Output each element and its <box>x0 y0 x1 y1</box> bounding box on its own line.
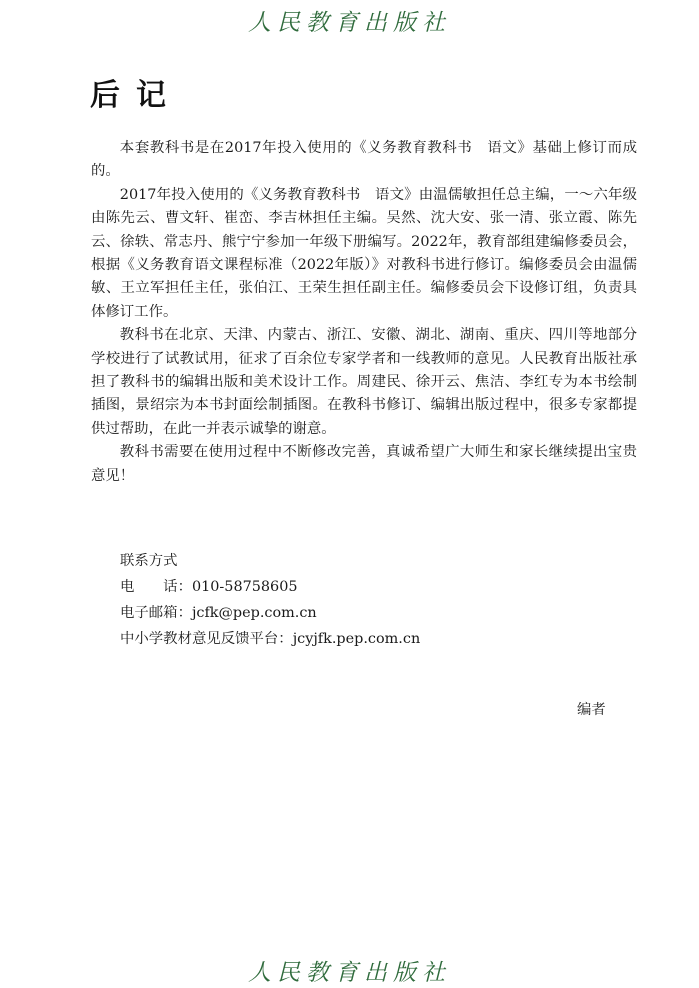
contact-heading: 联系方式 <box>120 553 178 569</box>
paragraph-1: 本套教科书是在2017年投入使用的《义务教育教科书 语文》基础上修订而成的。 <box>91 140 637 180</box>
publisher-logo-bottom: 人民教育出版社 <box>248 960 451 986</box>
contact-email: 电子邮箱：jcfk@pep.com.cn <box>120 605 317 621</box>
contact-phone: 电 话：010-58758605 <box>120 579 298 595</box>
contact-platform: 中小学教材意见反馈平台：jcyjfk.pep.com.cn <box>120 631 421 647</box>
paragraph-2: 2017年投入使用的《义务教育教科书 语文》由温儒敏担任总主编，一～六年级由陈先云、曹文轩、崔峦、李吉林担任主编。吴然、沈大安、张一清、张立霞、陈先云、徐轶、常志丹、熊宁宁参加一年级下册编写。2022年，教育部组建编修委员会，根据《义务教育语文课程标准（2022年版）》对教科书进行修订。编修委员会由温儒敏、王立军担任主任，张伯江、王荣生担任副主任。编修委员会下设修订组，负责具体修订工作。 <box>91 186 637 320</box>
contact-section <box>120 548 420 652</box>
page-title: 后记 <box>90 78 182 113</box>
publisher-logo-top: 人民教育出版社 <box>248 10 451 36</box>
afterword-body <box>91 137 637 488</box>
paragraph-4: 教科书需要在使用过程中不断修改完善，真诚希望广大师生和家长继续提出宝贵意见！ <box>91 444 637 484</box>
paragraph-3: 教科书在北京、天津、内蒙古、浙江、安徽、湖北、湖南、重庆、四川等地部分学校进行了试教试用，征求了百余位专家学者和一线教师的意见。人民教育出版社承担了教科书的编辑出版和美术设计工作。周建民、徐开云、焦洁、李红专为本书绘制插图，景绍宗为本书封面绘制插图。在教科书修订、编辑出版过程中，很多专家都提供过帮助，在此一并表示诚挚的谢意。 <box>91 327 637 437</box>
editor-signoff: 编者 <box>577 702 606 718</box>
